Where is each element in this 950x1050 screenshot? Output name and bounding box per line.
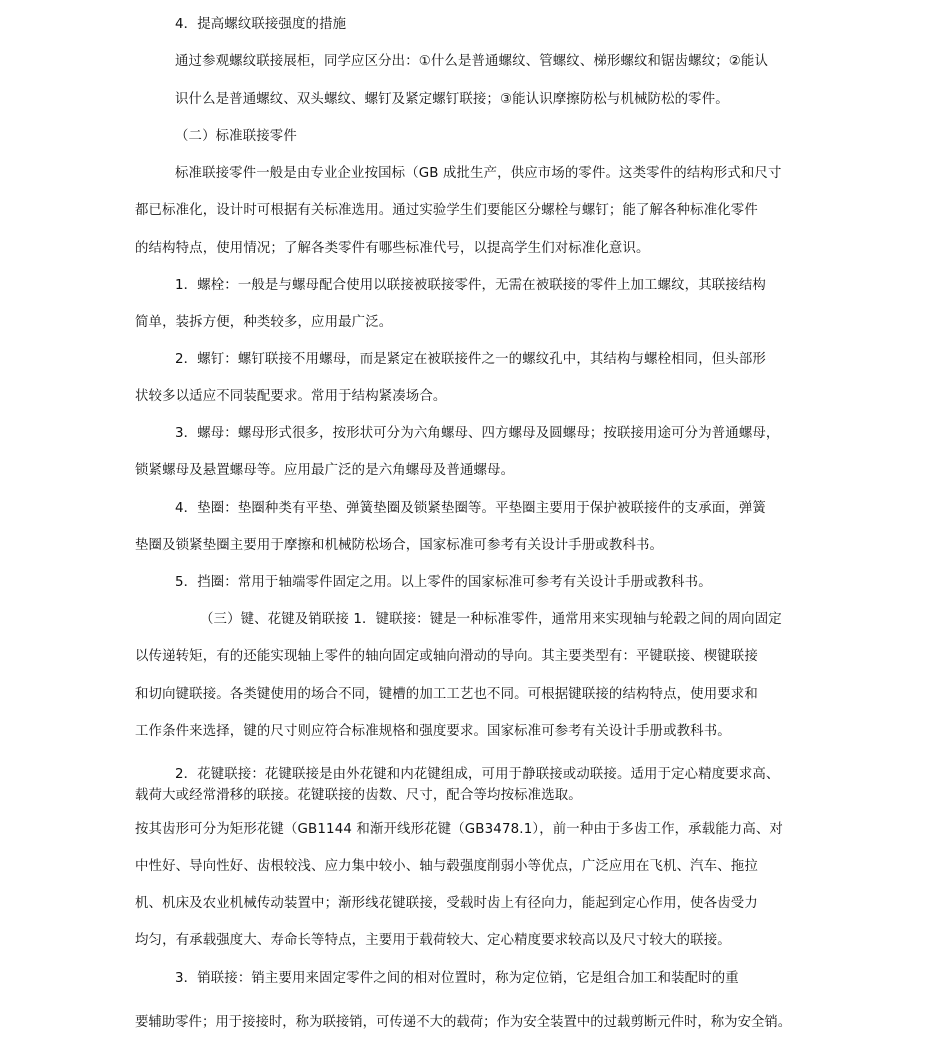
paragraph-line: 以传递转矩，有的还能实现轴上零件的轴向固定或轴向滑动的导向。其主要类型有：平键联接、楔键联接 — [135, 649, 758, 664]
paragraph-line: 的结构特点，使用情况；了解各类零件有哪些标准代号，以提高学生们对标准化意识。 — [135, 241, 650, 256]
paragraph-line: 均匀，有承载强度大、寿命长等特点，主要用于载荷较大、定心精度要求较高以及尺寸较大的联接。 — [135, 933, 731, 948]
paragraph-line: 都已标准化，设计时可根据有关标准选用。通过实验学生们要能区分螺栓与螺钉；能了解各种标准化零件 — [135, 203, 758, 218]
list-item-washer: 4．垫圈：垫圈种类有平垫、弹簧垫圈及锁紧垫圈等。平垫圈主要用于保护被联接件的支承面，弹簧 — [175, 501, 766, 516]
paragraph-line: 通过参观螺纹联接展柜，同学应区分出：①什么是普通螺纹、管螺纹、梯形螺纹和锯齿螺纹；②能认 — [175, 54, 769, 69]
paragraph-line: 垫圈及锁紧垫圈主要用于摩擦和机械防松场合，国家标准可参考有关设计手册或教科书。 — [135, 538, 664, 553]
list-item-bolt: 1．螺栓：一般是与螺母配合使用以联接被联接零件，无需在被联接的零件上加工螺纹，其联接结构 — [175, 278, 766, 293]
paragraph-line: 要辅助零件；用于接接时，称为联接销，可传递不大的载荷；作为安全装置中的过载剪断元件时，称为安全销。 — [135, 1015, 792, 1030]
list-item-retaining-ring: 5．挡圈：常用于轴端零件固定之用。以上零件的国家标准可参考有关设计手册或教科书。 — [175, 575, 712, 590]
paragraph-line: 载荷大或经常滑移的联接。花键联接的齿数、尺寸，配合等均按标准选取。 — [135, 788, 582, 803]
paragraph-line: 中性好、导向性好、齿根较浅、应力集中较小、轴与毂强度削弱小等优点，广泛应用在飞机、汽车、拖拉 — [135, 859, 758, 874]
section-heading-keys-splines-pins: （三）键、花键及销联接 1．键联接：键是一种标准零件，通常用来实现轴与轮毂之间的周向固定 — [200, 612, 782, 627]
paragraph-line: 简单，装拆方便，种类较多，应用最广泛。 — [135, 315, 393, 330]
paragraph-line: 识什么是普通螺纹、双头螺纹、螺钉及紧定螺钉联接；③能认识摩擦防松与机械防松的零件。 — [175, 92, 729, 107]
paragraph-line: 按其齿形可分为矩形花键（GB1144 和渐开线形花键（GB3478.1），前一种由于多齿工作，承载能力高、对 — [135, 822, 783, 837]
list-item-screw: 2．螺钉：螺钉联接不用螺母，而是紧定在被联接件之一的螺纹孔中，其结构与螺栓相同，但头部形 — [175, 352, 766, 367]
list-item-pin: 3．销联接：销主要用来固定零件之间的相对位置时，称为定位销，它是组合加工和装配时的重 — [175, 971, 739, 986]
section-heading-standard-parts: （二）标准联接零件 — [175, 129, 297, 144]
section-heading-thread-strength: 4．提高螺纹联接强度的措施 — [175, 17, 347, 32]
list-item-nut: 3．螺母：螺母形式很多，按形状可分为六角螺母、四方螺母及圆螺母；按联接用途可分为普通螺母， — [175, 426, 780, 441]
paragraph-line: 状较多以适应不同装配要求。常用于结构紧凑场合。 — [135, 389, 447, 404]
paragraph-line: 和切向键联接。各类键使用的场合不同，键槽的加工工艺也不同。可根据键联接的结构特点，使用要求和 — [135, 687, 758, 702]
list-item-spline: 2．花键联接：花键联接是由外花键和内花键组成，可用于静联接或动联接。适用于定心精度要求高、 — [175, 767, 780, 782]
paragraph-line: 机、机床及农业机械传动装置中；渐形线花键联接，受载时齿上有径向力，能起到定心作用，使各齿受力 — [135, 896, 758, 911]
paragraph-line: 标准联接零件一般是由专业企业按国标（GB 成批生产，供应市场的零件。这类零件的结构形式和尺寸 — [175, 166, 782, 181]
paragraph-line: 锁紧螺母及悬置螺母等。应用最广泛的是六角螺母及普通螺母。 — [135, 463, 515, 478]
paragraph-line: 工作条件来选择，键的尺寸则应符合标准规格和强度要求。国家标准可参考有关设计手册或教科书。 — [135, 724, 731, 739]
